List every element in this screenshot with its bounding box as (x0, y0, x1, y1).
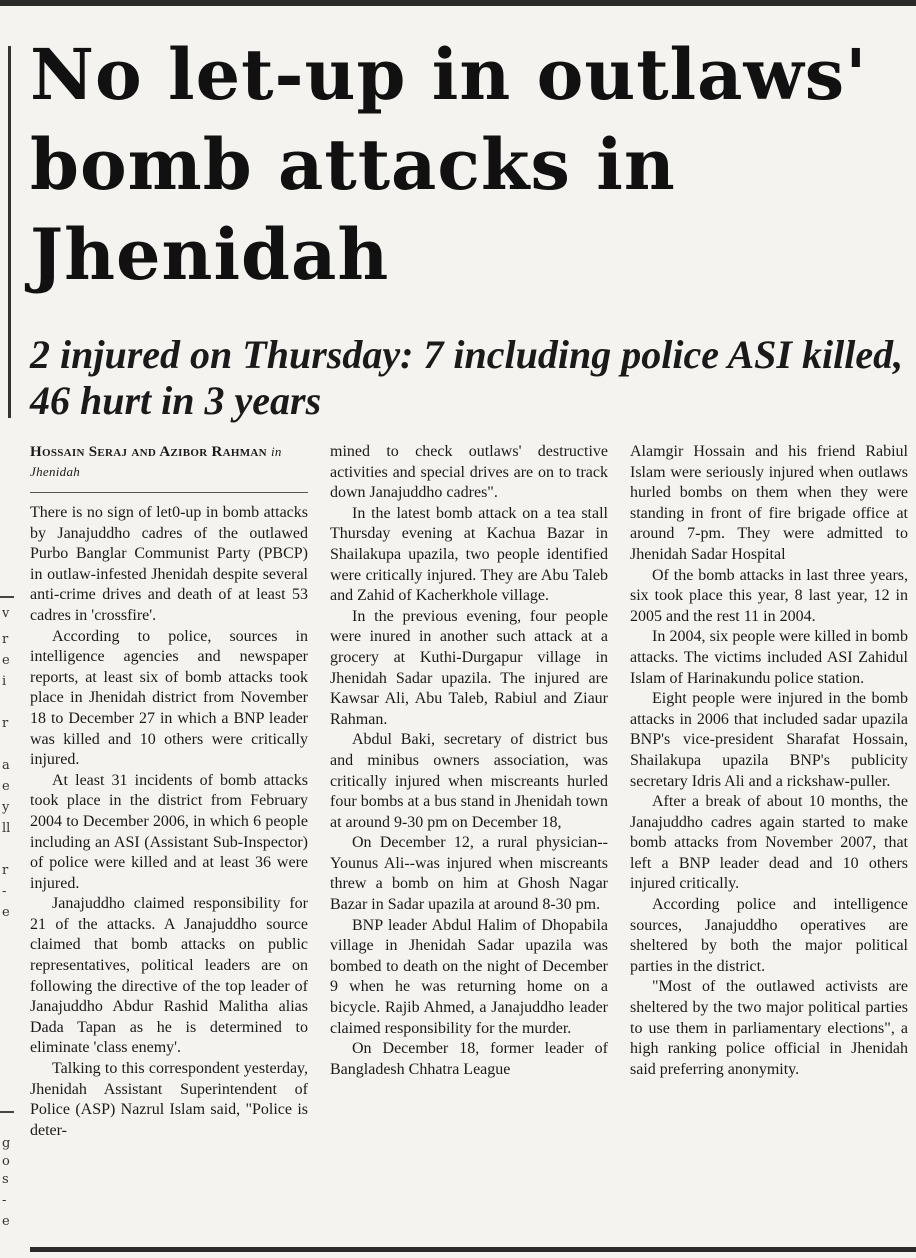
margin-fragment: a (2, 758, 10, 773)
margin-fragment: o (2, 1154, 10, 1169)
byline-rule (30, 492, 308, 493)
paragraph: mined to check outlaws' destructive activities and special drives are on to track down Janajuddho cadres". (330, 443, 608, 502)
margin-fragment: r (2, 716, 9, 731)
margin-tick (0, 596, 14, 598)
paragraph: On December 18, former leader of Bangladesh Chhatra League (330, 1040, 608, 1078)
paragraph: At least 31 incidents of bomb attacks took place in the district from February 2004 to December 2006, in which 6 people including an ASI (Assistant Sub-Inspector) of police were killed and at least 36 were injured. (30, 771, 308, 892)
margin-tick (0, 1111, 14, 1113)
article-column-3 (630, 442, 908, 1080)
top-rule (0, 0, 916, 6)
paragraph: In the previous evening, four people were inured in another such attack at a grocery at Kuthi-Durgapur village in Jhenidah Sadar upazila. The injured are Kawsar Ali, Abu Taleb, Rabiul and Ziaur Rahman. (330, 607, 608, 728)
margin-fragment: ll (2, 821, 11, 836)
margin-fragment: e (2, 1214, 10, 1229)
paragraph: Talking to this correspondent yesterday, Jhenidah Assistant Superintendent of Police (ASP) Nazrul Islam said, "Police is deter- (30, 1060, 308, 1139)
paragraph: BNP leader Abdul Halim of Dhopabila village in Jhenidah Sadar upazila was bombed to death on the night of December 9 when he was returning home on a bicycle. Rajib Ahmed, a Janajuddho leader claimed responsibility for the murder. (330, 916, 608, 1037)
article-column-1 (30, 442, 308, 1141)
margin-fragment: g (2, 1136, 11, 1151)
paragraph: "Most of the outlawed activists are sheltered by the two major political parties to use them in parliamentary elections", a high ranking police official in Jhenidah said preferring anonymity. (630, 978, 908, 1078)
margin-fragment: r (2, 632, 9, 647)
byline-authors: Hossain Seraj and Azibor Rahman (30, 444, 267, 460)
paragraph: Alamgir Hossain and his friend Rabiul Islam were seriously injured when outlaws hurled bombs on them when they were standing in front of fire brigade office at around 7-pm. They were admitted to Jhenidah Sadar Hospital (630, 443, 908, 563)
subheadline: 2 injured on Thursday: 7 including police ASI killed, 46 hurt in 3 years (30, 332, 904, 423)
paragraph: There is no sign of let0-up in bomb attacks by Janajuddho cadres of the outlawed Purbo Banglar Communist Party (PBCP) in outlaw-infested Jhenidah despite several anti-crime drives and death of at least 53 cadres in 'crossfire'. (30, 504, 308, 624)
paragraph: Of the bomb attacks in last three years, six took place this year, 8 last year, 12 in 2005 and the rest 11 in 2004. (630, 566, 908, 625)
paragraph: According police and intelligence sources, Janajuddho operatives are sheltered by both the major political parties in the district. (630, 896, 908, 975)
margin-fragment: e (2, 905, 10, 920)
paragraph: In the latest bomb attack on a tea stall Thursday evening at Kachua Bazar in Shailakupa upazila, two people identified were critically injured. They are Abu Taleb and Zahid of Kacherkhole village. (330, 504, 608, 605)
left-margin-gutter (0, 6, 22, 1258)
margin-fragment: r (2, 863, 9, 878)
margin-fragment: - (2, 884, 7, 899)
margin-fragment: v (2, 606, 10, 621)
column-divider (8, 46, 11, 418)
byline-location: in Jhenidah (30, 444, 282, 479)
paragraph: Janajuddho claimed responsibility for 21 of the attacks. A Janajuddho source claimed that bomb attacks on public representatives, political leaders are on following the directive of the top leader of Janajuddho Abdur Rashid Malitha alias Dada Tapan as he is determined to eliminate 'class enemy'. (30, 895, 308, 1057)
margin-fragment: i (2, 674, 7, 689)
paragraph: On December 12, a rural physician--Younus Ali--was injured when miscreants threw a bomb on him at Ghosh Nagar Bazar in Sadar upazila at around 8-30 pm. (330, 834, 608, 914)
bottom-rule (30, 1247, 916, 1252)
margin-fragment: e (2, 653, 10, 668)
headline: No let-up in outlaws' bomb attacks in Jhenidah (30, 33, 868, 296)
paragraph: Abdul Baki, secretary of district bus and minibus owners association, was critically injured when miscreants hurled four bombs at a bus stand in Jhenidah town at around 9-30 pm on December 18, (330, 731, 608, 831)
paragraph: Eight people were injured in the bomb attacks in 2006 that included sadar upazila BNP's vice-president Sharafat Hossain, Shailakupa upazila BNP's publicity secretary Idris Ali and a rickshaw-puller. (630, 690, 908, 790)
paragraph: After a break of about 10 months, the Janajuddho cadres again started to make bomb attacks from November 2007, that left a BNP leader dead and 10 others injured critically. (630, 793, 908, 893)
paragraph: According to police, sources in intelligence agencies and newspaper reports, at least six of bomb attacks took place in Jhenidah district from November 18 to December 27 in which a BNP leader was killed and 10 others were critically injured. (30, 627, 308, 769)
margin-fragment: - (2, 1193, 7, 1208)
margin-fragment: s (2, 1172, 9, 1187)
paragraph: In 2004, six people were killed in bomb attacks. The victims included ASI Zahidul Islam of Harinakundu police station. (630, 628, 908, 687)
article-column-2 (330, 442, 608, 1080)
margin-fragment: y (2, 800, 10, 815)
byline (30, 442, 308, 482)
margin-fragment: e (2, 779, 10, 794)
